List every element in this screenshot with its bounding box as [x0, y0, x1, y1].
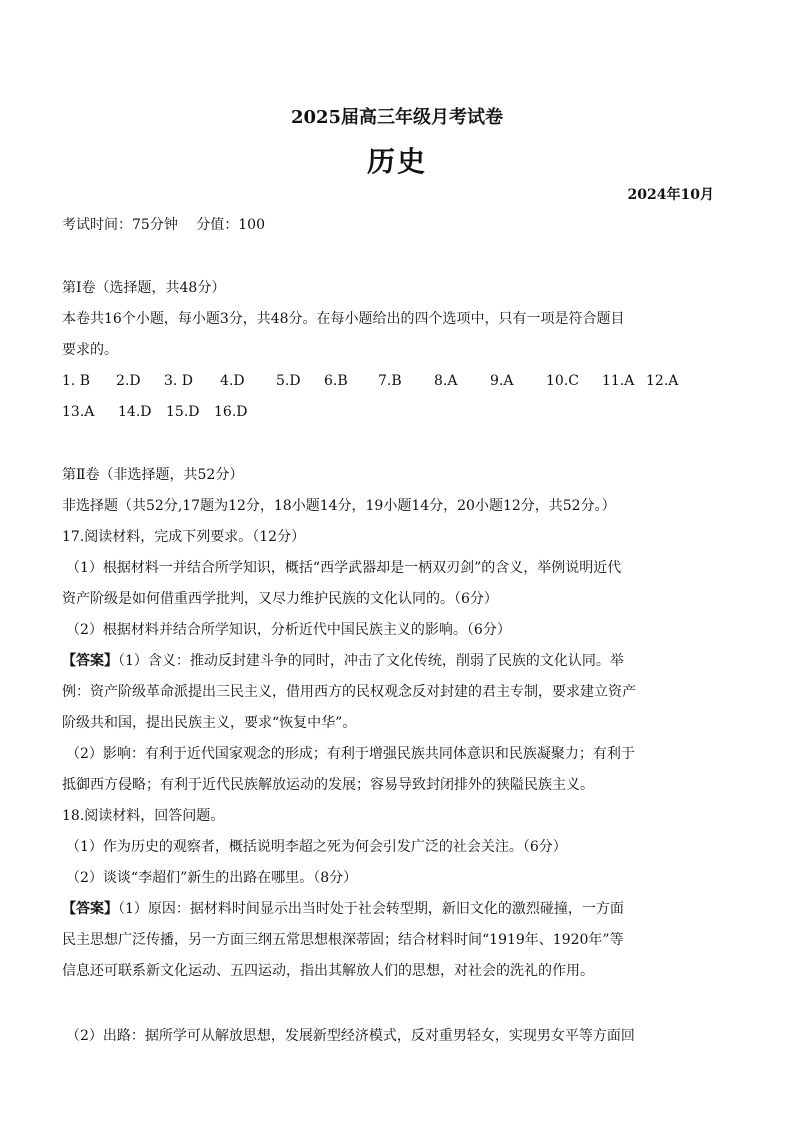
- answer-item: 13.A: [62, 404, 95, 420]
- q18-answer-line: （2）出路：据所学可从解放思想，发展新型经济模式，反对重男轻女，实现男女平等方面回: [66, 1028, 635, 1044]
- answer-item: 14.D: [118, 404, 152, 420]
- exam-title: 2025届高三年级月考试卷: [290, 107, 504, 128]
- answer-item: 15.D: [166, 404, 200, 420]
- answer-item: 6.B: [324, 373, 348, 389]
- q18-title: 18.阅读材料，回答问题。: [62, 808, 225, 824]
- answer-item: 8.A: [434, 373, 458, 389]
- answer-item: 2.D: [116, 373, 141, 389]
- q17-sub1: （1）根据材料一并结合所学知识，概括“西学武器却是一柄双刃剑”的含义，举例说明近代: [66, 560, 622, 576]
- q18-answer-text: （1）原因：据材料时间显示出当时处于社会转型期，新旧文化的激烈碰撞，一方面: [118, 901, 624, 917]
- answer-item: 5.D: [276, 373, 301, 389]
- answer-key-row-2: [62, 402, 248, 422]
- q17-answer-line: 抵御西方侵略；有利于近代民族解放运动的发展；容易导致封闭排外的狭隘民族主义。: [62, 777, 594, 793]
- q17-title: 17.阅读材料，完成下列要求。（12分）: [62, 529, 306, 545]
- q18-answer-line: 民主思想广泛传播，另一方面三纲五常思想根深蒂固；结合材料时间“1919年、1920年”等: [62, 932, 624, 948]
- part2-heading: 第Ⅱ卷（非选择题，共52分）: [62, 467, 244, 483]
- q18-answer: [62, 899, 624, 919]
- exam-date: 2024年10月: [627, 187, 714, 203]
- q17-sub2: （2）根据材料并结合所学知识，分析近代中国民族主义的影响。（6分）: [66, 622, 511, 638]
- q17-sub1-cont: 资产阶级是如何借重西学批判，又尽力维护民族的文化认同的。（6分）: [62, 591, 498, 607]
- part2-description: 非选择题（共52分,17题为12分，18小题14分，19小题14分，20小题12分，共52分。）: [62, 498, 616, 514]
- answer-tag: 【答案】: [62, 653, 118, 669]
- answer-item: 11.A: [602, 373, 635, 389]
- q17-answer-line: （2）影响：有利于近代国家观念的形成；有利于增强民族共同体意识和民族凝聚力；有利于: [66, 746, 635, 762]
- answer-item: 1. B: [62, 373, 91, 389]
- answer-key-row-1: [62, 371, 678, 391]
- answer-item: 3. D: [164, 373, 194, 389]
- exam-info: 考试时间：75分钟 分值：100: [62, 217, 265, 233]
- answer-item: 9.A: [490, 373, 514, 389]
- part1-heading: 第Ⅰ卷（选择题，共48分）: [62, 280, 226, 296]
- answer-tag: 【答案】: [62, 901, 118, 917]
- q17-answer-line: 例：资产阶级革命派提出三民主义，借用西方的民权观念反对封建的君主专制，要求建立资产: [62, 684, 636, 700]
- q18-answer-line: 信息还可联系新文化运动、五四运动，指出其解放人们的思想，对社会的洗礼的作用。: [62, 963, 594, 979]
- answer-item: 7.B: [378, 373, 402, 389]
- answer-item: 12.A: [646, 373, 679, 389]
- subject-title: 历史: [366, 145, 427, 178]
- q17-answer-text: （1）含义：推动反封建斗争的同时，冲击了文化传统，削弱了民族的文化认同。举: [118, 653, 624, 669]
- q17-answer: [62, 651, 624, 671]
- q17-answer-line: 阶级共和国，提出民族主义，要求“恢复中华”。: [62, 715, 357, 731]
- answer-item: 16.D: [214, 404, 248, 420]
- q18-sub1: （1）作为历史的观察者，概括说明李超之死为何会引发广泛的社会关注。（6分）: [66, 839, 567, 855]
- part1-description-cont: 要求的。: [62, 342, 118, 358]
- q18-sub2: （2）谈谈“李超们”新生的出路在哪里。（8分）: [66, 870, 358, 886]
- answer-item: 4.D: [220, 373, 245, 389]
- answer-item: 10.C: [546, 373, 579, 389]
- part1-description: 本卷共16个小题，每小题3分，共48分。在每小题给出的四个选项中，只有一项是符合题目: [62, 311, 625, 327]
